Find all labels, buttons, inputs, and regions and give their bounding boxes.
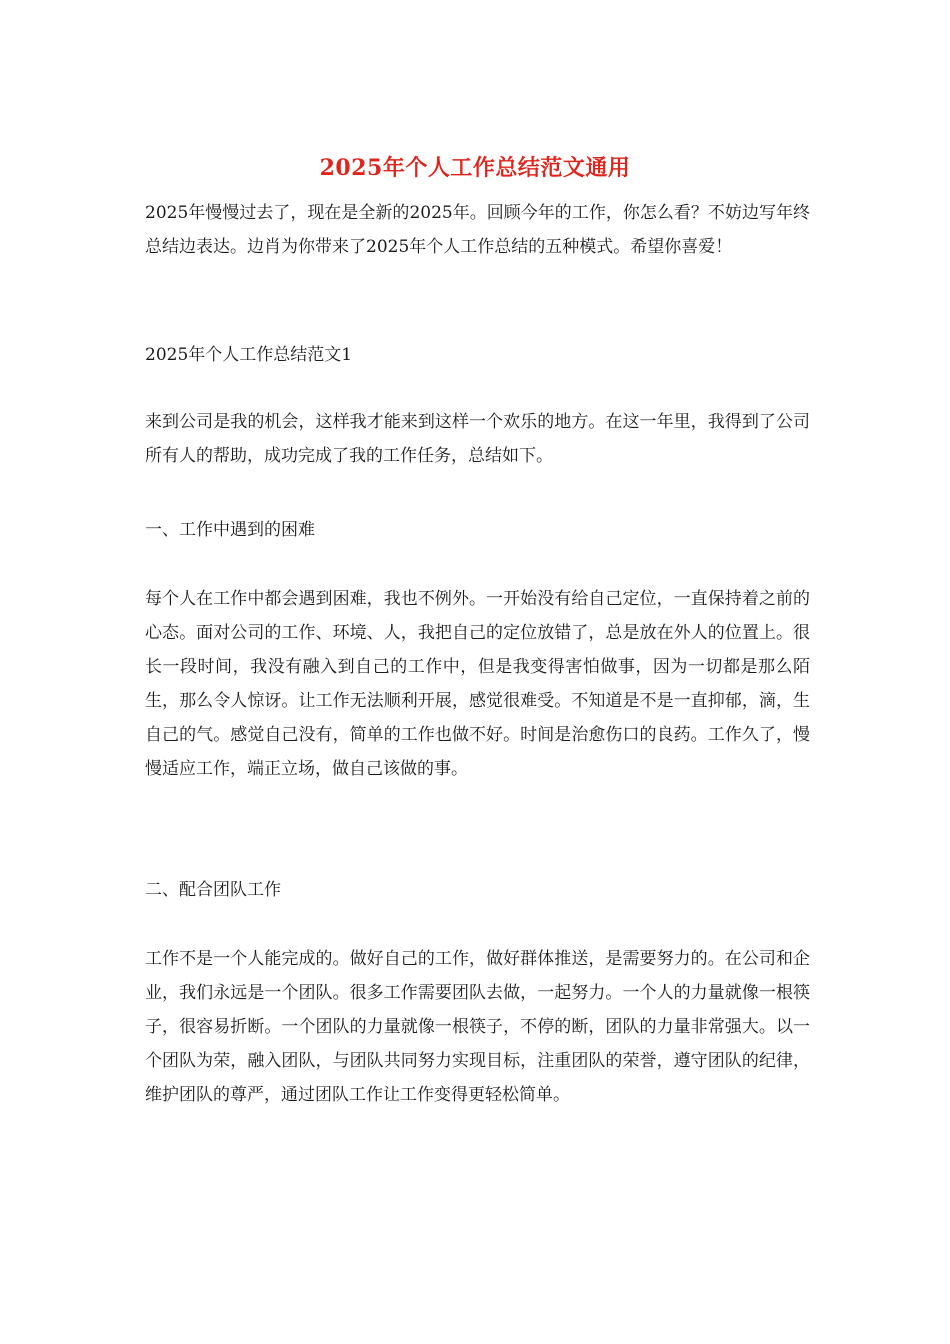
document-title: 2025年个人工作总结范文通用: [319, 155, 631, 181]
heading-teamwork: 二、配合团队工作: [145, 880, 281, 900]
intro-paragraph: 2025年慢慢过去了，现在是全新的2025年。回顾今年的工作，你怎么看？不妨边写年终总结边表达。边肖为你带来了2025年个人工作总结的五种模式。希望你喜爱！: [145, 203, 810, 257]
paragraph-3: 工作不是一个人能完成的。做好自己的工作，做好群体推送，是需要努力的。在公司和企业，我们永远是一个团队。很多工作需要团队去做，一起努力。一个人的力量就像一根筷子，很容易折断。一个团队的力量就像一根筷子，不停的断，团队的力量非常强大。以一个团队为荣，融入团队，与团队共同努力实现目标，注重团队的荣誉，遵守团队的纪律，维护团队的尊严，通过团队工作让工作变得更轻松简单。: [145, 949, 810, 1105]
heading-difficulties: 一、工作中遇到的困难: [145, 520, 315, 540]
paragraph-1: 来到公司是我的机会，这样我才能来到这样一个欢乐的地方。在这一年里，我得到了公司所有人的帮助，成功完成了我的工作任务，总结如下。: [145, 412, 810, 466]
section-title: 2025年个人工作总结范文1: [145, 345, 353, 365]
paragraph-2: 每个人在工作中都会遇到困难，我也不例外。一开始没有给自己定位，一直保持着之前的心态。面对公司的工作、环境、人，我把自己的定位放错了，总是放在外人的位置上。很长一段时间，我没有融入到自己的工作中，但是我变得害怕做事，因为一切都是那么陌生，那么令人惊讶。让工作无法顺利开展，感觉很难受。不知道是不是一直抑郁，滴，生自己的气。感觉自己没有，简单的工作也做不好。时间是治愈伤口的良药。工作久了，慢慢适应工作，端正立场，做自己该做的事。: [145, 589, 810, 779]
